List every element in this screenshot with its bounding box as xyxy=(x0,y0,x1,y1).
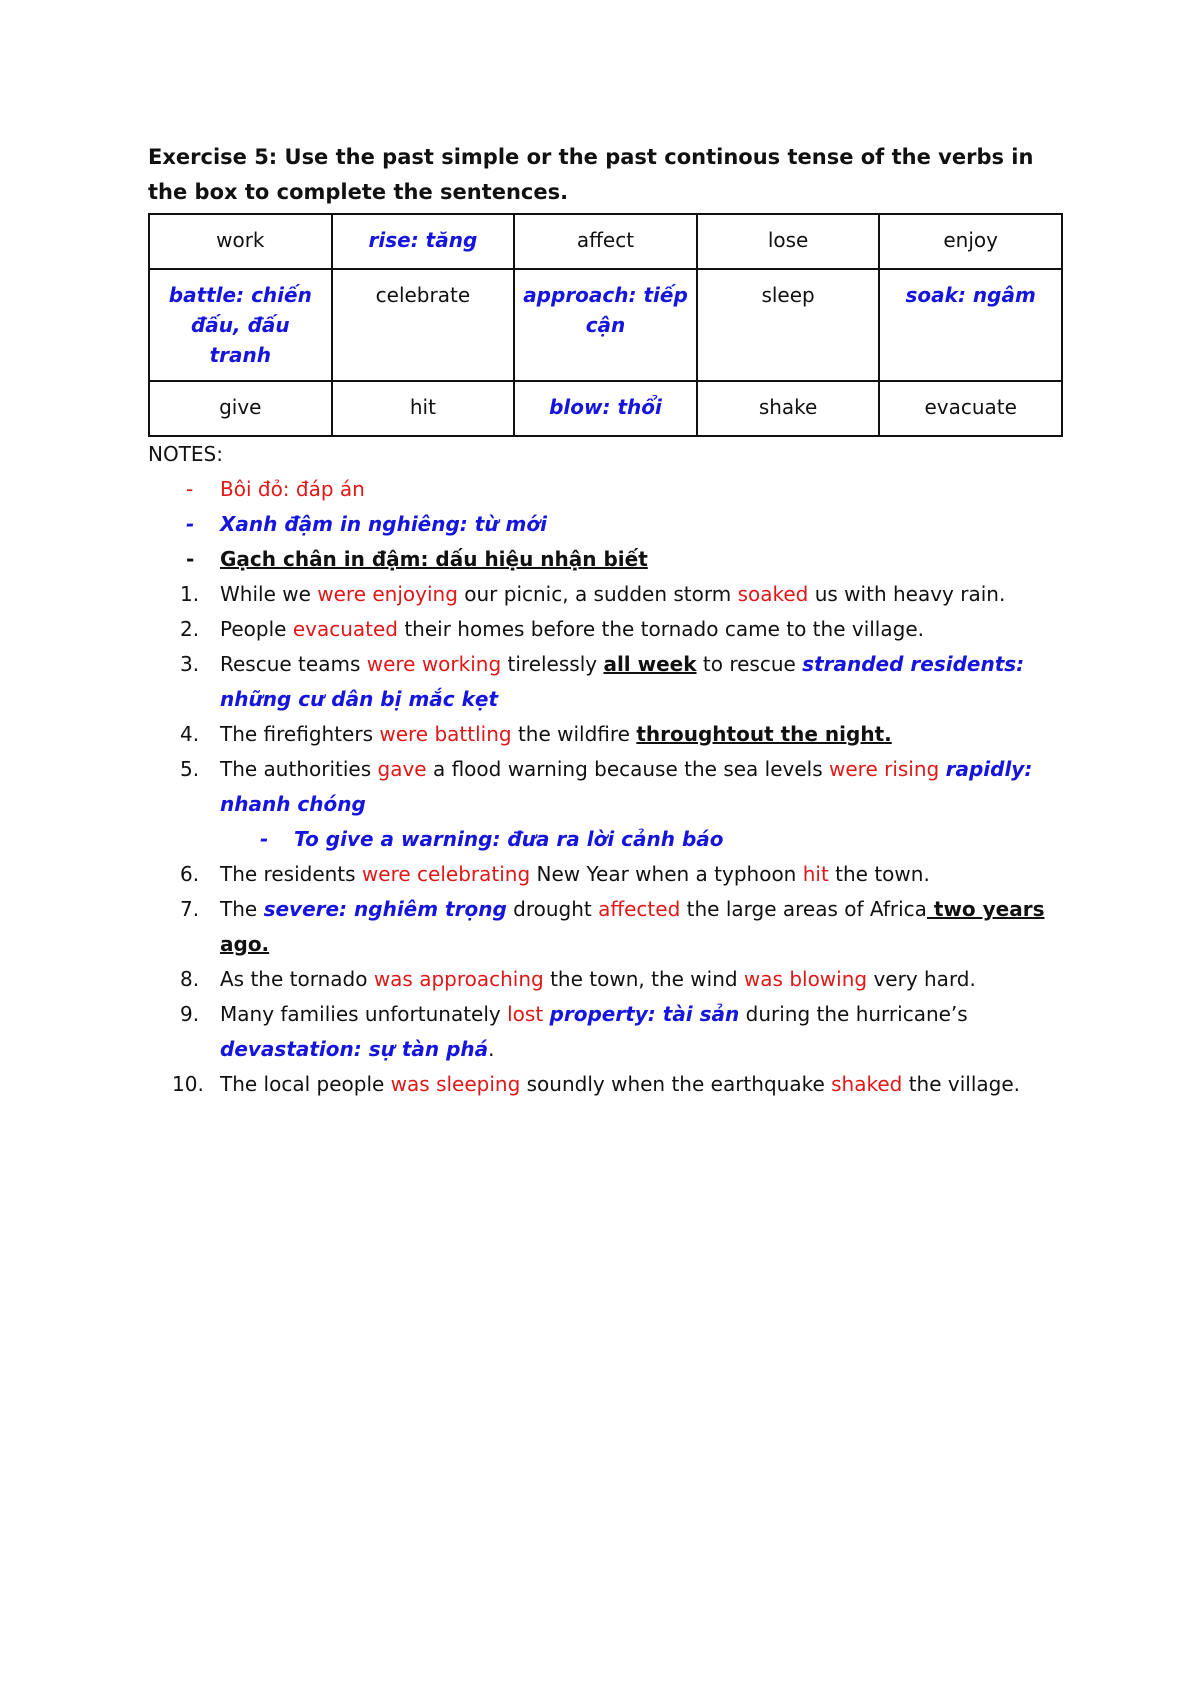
sentence-text: . xyxy=(488,1037,495,1061)
sentence-item xyxy=(148,577,1068,612)
bullet-dash: - xyxy=(186,547,195,571)
verb-box-table xyxy=(148,213,1063,437)
sentence-number: 5. xyxy=(180,757,200,781)
new-word-text: severe: nghiêm trọng xyxy=(263,897,507,921)
note-item-new-word xyxy=(148,507,1068,542)
sentence-text: While we xyxy=(220,582,318,606)
verb-cell-new-word: battle: chiến đấu, đấu tranh xyxy=(149,269,332,381)
sentence-text: soundly when the earthquake xyxy=(520,1072,832,1096)
verb-cell: give xyxy=(149,381,332,436)
verb-cell: lose xyxy=(697,214,880,269)
sentence-item xyxy=(148,962,1068,997)
sentence-text: People xyxy=(220,617,293,641)
answer-text: soaked xyxy=(737,582,809,606)
sentence-list-continued xyxy=(148,857,1068,1102)
note-text: Gạch chân in đậm: dấu hiệu nhận biết xyxy=(220,547,648,571)
answer-text: were battling xyxy=(379,722,512,746)
sentence-number: 10. xyxy=(172,1072,204,1096)
sentence-item xyxy=(148,997,1068,1067)
sentence-text: the large areas of Africa xyxy=(680,897,927,921)
bullet-dash: - xyxy=(260,827,269,851)
verb-row xyxy=(149,214,1062,269)
sentence-text: a flood warning because the sea levels xyxy=(426,757,829,781)
sentence-text: Rescue teams xyxy=(220,652,367,676)
answer-text: was approaching xyxy=(373,967,544,991)
sentence-text: our picnic, a sudden storm xyxy=(457,582,738,606)
verb-row xyxy=(149,381,1062,436)
sentence-text: us with heavy rain. xyxy=(808,582,1006,606)
new-word-text: property: tài sản xyxy=(549,1002,740,1026)
sub-note-text: To give a warning: đưa ra lời cảnh báo xyxy=(294,827,724,851)
sentence-text: The residents xyxy=(220,862,362,886)
answer-text: was sleeping xyxy=(390,1072,521,1096)
sentence-text: The authorities xyxy=(220,757,378,781)
sentence-item xyxy=(148,752,1068,822)
verb-cell: hit xyxy=(332,381,515,436)
note-text: Xanh đậm in nghiêng: từ mới xyxy=(220,512,547,536)
sentence-number: 1. xyxy=(180,582,200,606)
sentence-item xyxy=(148,892,1068,962)
answer-text: were celebrating xyxy=(361,862,531,886)
new-word-text: rapidly: nhanh chóng xyxy=(220,757,1033,816)
sentence-text: the village. xyxy=(902,1072,1020,1096)
sentence-text: to rescue xyxy=(696,652,803,676)
sentence-text: during the hurricane’s xyxy=(739,1002,968,1026)
bullet-dash: - xyxy=(186,477,194,501)
signal-text: two years ago. xyxy=(220,897,1045,956)
sentence-text: As the tornado xyxy=(220,967,374,991)
verb-cell: affect xyxy=(514,214,697,269)
verb-cell-new-word: blow: thổi xyxy=(514,381,697,436)
sentence-text: tirelessly xyxy=(501,652,604,676)
sentence-text: The xyxy=(220,897,264,921)
verb-cell: work xyxy=(149,214,332,269)
notes-label: NOTES: xyxy=(148,442,223,466)
sentence-number: 2. xyxy=(180,617,200,641)
new-word-text: devastation: sự tàn phá xyxy=(220,1037,489,1061)
sentence-text: very hard. xyxy=(867,967,976,991)
sentence-text: Many families unfortunately xyxy=(220,1002,508,1026)
sentence-text: The firefighters xyxy=(220,722,380,746)
answer-text: lost xyxy=(507,1002,544,1026)
answer-text: gave xyxy=(377,757,427,781)
note-item-answer xyxy=(148,472,1068,507)
document-page xyxy=(148,140,1068,1102)
sentence-item xyxy=(148,857,1068,892)
sentence-text: their homes before the tornado came to the village. xyxy=(397,617,924,641)
new-word-text: stranded residents: những cư dân bị mắc kẹt xyxy=(220,652,1025,711)
verb-row xyxy=(149,269,1062,381)
signal-text: throughtout the night xyxy=(636,722,885,746)
sentence-item xyxy=(148,647,1068,717)
sentence-text: drought xyxy=(506,897,599,921)
answer-text: were working xyxy=(366,652,502,676)
sentence-number: 6. xyxy=(180,862,200,886)
sentence-number: 8. xyxy=(180,967,200,991)
verb-cell: celebrate xyxy=(332,269,515,381)
note-item-signal xyxy=(148,542,1068,577)
sentence-number: 9. xyxy=(180,1002,200,1026)
sentence-text: The local people xyxy=(220,1072,391,1096)
sub-note-item xyxy=(148,822,1068,857)
answer-text: shaked xyxy=(831,1072,903,1096)
verb-cell-new-word: approach: tiếp cận xyxy=(514,269,697,381)
sentence-number: 7. xyxy=(180,897,200,921)
answer-text: affected xyxy=(598,897,681,921)
sentence-text: the town, the wind xyxy=(543,967,744,991)
verb-cell-new-word: soak: ngâm xyxy=(879,269,1062,381)
signal-text: . xyxy=(884,722,892,746)
answer-text: hit xyxy=(802,862,829,886)
verb-cell: shake xyxy=(697,381,880,436)
verb-cell: enjoy xyxy=(879,214,1062,269)
signal-text: all week xyxy=(603,652,697,676)
notes-list xyxy=(148,472,1068,577)
sentence-item xyxy=(148,1067,1068,1102)
answer-text: were enjoying xyxy=(317,582,458,606)
verb-cell-new-word: rise: tăng xyxy=(332,214,515,269)
answer-text: were rising xyxy=(829,757,940,781)
sentence-item xyxy=(148,717,1068,752)
verb-cell: sleep xyxy=(697,269,880,381)
answer-text: evacuated xyxy=(292,617,398,641)
exercise-title: Exercise 5: Use the past simple or the past continous tense of the verbs in the box to complete the sentences. xyxy=(148,145,1034,204)
sentence-number: 3. xyxy=(180,652,200,676)
answer-text: was blowing xyxy=(743,967,868,991)
sentence-text: the town. xyxy=(828,862,930,886)
verb-cell: evacuate xyxy=(879,381,1062,436)
sentence-text: the wildfire xyxy=(511,722,637,746)
sentence-item xyxy=(148,612,1068,647)
note-text: Bôi đỏ: đáp án xyxy=(220,477,365,501)
sentence-number: 4. xyxy=(180,722,200,746)
bullet-dash: - xyxy=(186,512,195,536)
sentence-text: New Year when a typhoon xyxy=(530,862,803,886)
sentence-list xyxy=(148,577,1068,822)
